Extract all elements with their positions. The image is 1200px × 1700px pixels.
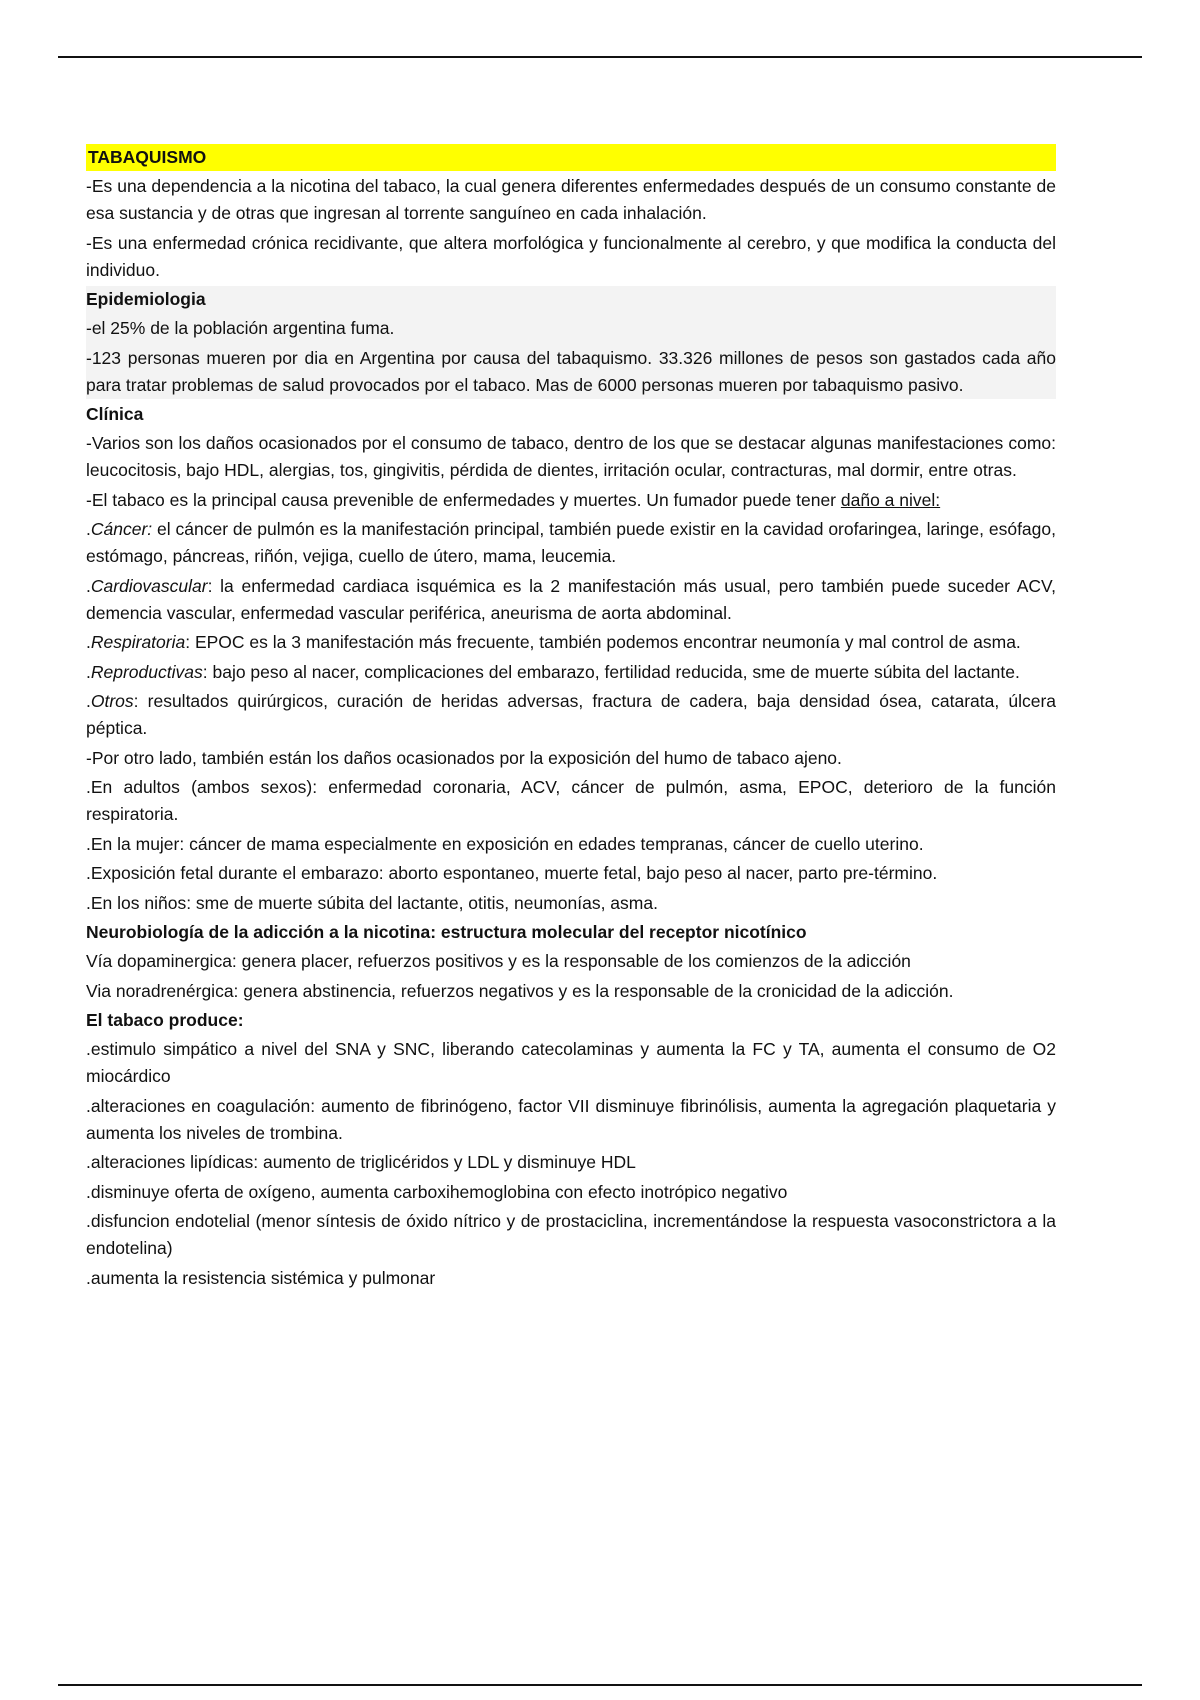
list-item: .estimulo simpático a nivel del SNA y SNC, liberando catecolaminas y aumenta la FC y TA, aumenta el consumo de O2 miocárdico: [86, 1039, 1056, 1086]
document-title: [86, 144, 1056, 171]
paragraph: Via noradrenérgica: genera abstinencia, refuerzos negativos y es la responsable de la cronicidad de la adicción.: [86, 980, 954, 1001]
list-item: .En la mujer: cáncer de mama especialmente en exposición en edades tempranas, cáncer de cuello uterino.: [86, 833, 924, 854]
category-term: Otros: [90, 691, 134, 711]
list-item: .disminuye oferta de oxígeno, aumenta carboxihemoglobina con efecto inotrópico negativo: [86, 1181, 788, 1202]
paragraph: [86, 487, 1056, 514]
category-term: Respiratoria: [90, 632, 186, 652]
category-term: Reproductivas: [90, 661, 203, 682]
paragraph: -Varios son los daños ocasionados por el consumo de tabaco, dentro de los que se destacar algunas manifestaciones como: leucocitosis, bajo HDL, alergias, tos, gingivitis, pérdida de dientes, irritación ocular, contracturas, mal dormir, entre otras.: [86, 433, 1056, 480]
intro-paragraph: -Es una dependencia a la nicotina del tabaco, la cual genera diferentes enfermedades después de un consumo constante de esa sustancia y de otras que ingresan al torrente sanguíneo en cada inhalación.: [86, 176, 1056, 223]
category-item: .Cáncer: el cáncer de pulmón es la manifestación principal, también puede existir en la cavidad orofaringea, laringe, esófago, estómago, páncreas, riñón, vejiga, cuello de útero, mama, leucemia.: [86, 519, 1056, 566]
list-item: .En adultos (ambos sexos): enfermedad coronaria, ACV, cáncer de pulmón, asma, EPOC, deterioro de la función respiratoria.: [86, 777, 1056, 824]
section-heading: Clínica: [86, 404, 144, 424]
paragraph: -123 personas mueren por dia en Argentina por causa del tabaquismo. 33.326 millones de pesos son gastados cada año para tratar problemas de salud provocados por el tabaco. Mas de 6000 personas mueren por tabaquismo pasivo.: [86, 347, 1056, 395]
category-item: .Cardiovascular: la enfermedad cardiaca isquémica es la 2 manifestación más usual, pero también puede suceder ACV, demencia vascular, enfermedad vascular periférica, aneurisma de aorta abdominal.: [86, 575, 1056, 623]
category-item: .Respiratoria: EPOC es la 3 manifestación más frecuente, también podemos encontrar neumonía y mal control de asma.: [86, 632, 1021, 652]
epidemiologia-section: [86, 286, 1056, 399]
list-item: .alteraciones en coagulación: aumento de fibrinógeno, factor VII disminuye fibrinólisis, aumenta la agregación plaquetaria y aumenta los niveles de trombina.: [86, 1095, 1056, 1143]
category-term: Cáncer:: [90, 519, 153, 539]
list-item: .Exposición fetal durante el embarazo: aborto espontaneo, muerte fetal, bajo peso al nacer, parto pre-término.: [86, 863, 938, 883]
paragraph: -Por otro lado, también están los daños ocasionados por la exposición del humo de tabaco ajeno.: [86, 747, 842, 768]
underlined-text: daño a nivel:: [840, 489, 941, 510]
section-heading: Neurobiología de la adicción a la nicotina: estructura molecular del receptor nicotínico: [86, 922, 807, 942]
category-term: Cardiovascular: [90, 575, 208, 596]
list-item: .En los niños: sme de muerte súbita del lactante, otitis, neumonías, asma.: [86, 892, 658, 913]
paragraph: Vía dopaminergica: genera placer, refuerzos positivos y es la responsable de los comienzos de la adicción: [86, 951, 911, 971]
footer-rule: [58, 1684, 1142, 1686]
category-item: .Otros: resultados quirúrgicos, curación de heridas adversas, fractura de cadera, baja densidad ósea, catarata, úlcera péptica.: [86, 691, 1056, 738]
section-heading: El tabaco produce:: [86, 1010, 244, 1030]
category-item: .Reproductivas: bajo peso al nacer, complicaciones del embarazo, fertilidad reducida, sme de muerte súbita del lactante.: [86, 661, 1020, 682]
paragraph: -el 25% de la población argentina fuma.: [86, 318, 395, 338]
list-item: .disfuncion endotelial (menor síntesis de óxido nítrico y de prostaciclina, incrementándose la respuesta vasoconstrictora a la endotelina): [86, 1211, 1056, 1258]
title-highlight: TABAQUISMO: [86, 144, 1056, 171]
paragraph-lead: -El tabaco es la principal causa prevenible de enfermedades y muertes. Un fumador puede tener: [86, 489, 841, 510]
section-heading: Epidemiologia: [86, 289, 206, 309]
document-page: [86, 144, 1056, 1294]
list-item: .aumenta la resistencia sistémica y pulmonar: [86, 1267, 436, 1288]
list-item: .alteraciones lipídicas: aumento de triglicéridos y LDL y disminuye HDL: [86, 1152, 636, 1172]
header-rule: [58, 56, 1142, 58]
intro-paragraph: -Es una enfermedad crónica recidivante, que altera morfológica y funcionalmente al cerebro, y que modifica la conducta del individuo.: [86, 232, 1056, 280]
